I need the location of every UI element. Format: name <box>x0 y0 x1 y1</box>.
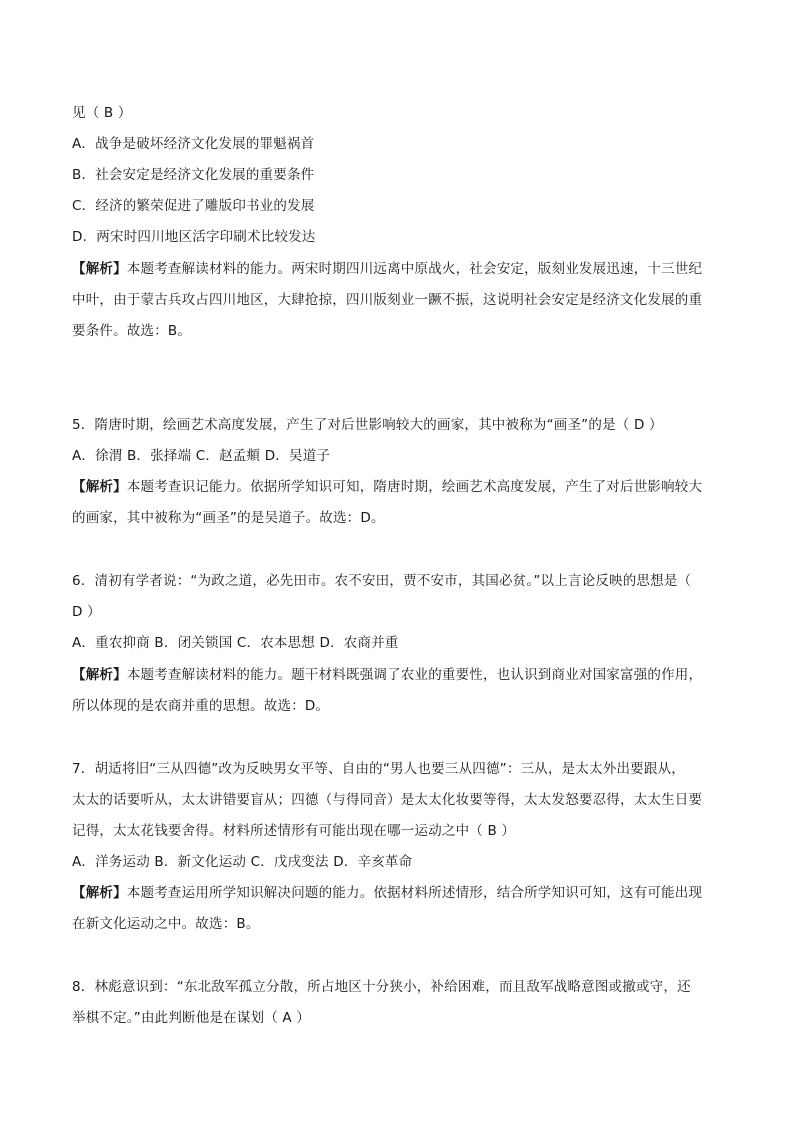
q7-stem-line-2: 太太的话要听从，太太讲错要盲从；四德（与得同音）是太太化妆要等得，太太发怒要忍得，太太生日要 <box>72 792 703 808</box>
q4-analysis-tag: 【解析】 <box>72 261 127 277</box>
q5-analysis-line-1 <box>72 478 702 496</box>
q4-option-a: A．战争是破坏经济文化发展的罪魁祸首 <box>72 136 315 152</box>
q7-stem-line-1: 7．胡适将旧“三从四德”改为反映男女平等、自由的“男人也要三从四德”：三从，是太太外出要跟从， <box>72 761 685 777</box>
q4-option-b: B．社会安定是经济文化发展的重要条件 <box>72 167 315 183</box>
q5-analysis-text-1: 本题考查识记能力。依据所学知识可知，隋唐时期，绘画艺术高度发展，产生了对后世影响较大 <box>126 479 703 495</box>
q7-analysis-text-1: 本题考查运用所学知识解决问题的能力。依据材料所述情形，结合所学知识可知，这有可能出现 <box>126 885 703 901</box>
q4-option-c: C．经济的繁荣促进了雕版印书业的发展 <box>72 198 315 214</box>
q6-analysis-text-1: 本题考查解读材料的能力。题干材料既强调了农业的重要性，也认识到商业对国家富强的作用， <box>126 667 703 683</box>
q7-stem-line-3: 记得，太太花钱要舍得。材料所述情形有可能出现在哪一运动之中（ B ） <box>72 823 516 839</box>
q4-stem-tail: 见（ B ） <box>72 105 132 121</box>
q5-analysis-tag: 【解析】 <box>72 479 127 495</box>
q4-option-d: D．两宋时四川地区活字印刷术比较发达 <box>72 229 316 245</box>
q5-options: A．徐渭 B．张择端 C．赵孟頫 D．吴道子 <box>72 448 331 464</box>
q6-stem-line-1: 6．清初有学者说：“为政之道，必先田市。农不安田，贾不安市，其国必贫。”以上言论反映的思想是（ <box>72 573 692 589</box>
q6-analysis-tag: 【解析】 <box>72 667 127 683</box>
q6-stem-line-2: D ） <box>72 604 101 620</box>
q8-stem-line-2: 举棋不定。”由此判断他是在谋划（ A ） <box>72 1010 311 1026</box>
q6-options: A．重农抑商 B．闭关锁国 C．农本思想 D．农商并重 <box>72 635 399 651</box>
q7-options: A．洋务运动 B．新文化运动 C．戊戌变法 D．辛亥革命 <box>72 854 413 870</box>
q6-analysis-line-2: 所以体现的是农商并重的思想。故选：D。 <box>72 698 330 714</box>
q7-analysis-tag: 【解析】 <box>72 885 127 901</box>
q4-analysis-line-1 <box>72 260 702 278</box>
q5-stem: 5．隋唐时期，绘画艺术高度发展，产生了对后世影响较大的画家，其中被称为“画圣”的是（ D ） <box>72 417 663 433</box>
q5-analysis-line-2: 的画家，其中被称为“画圣”的是吴道子。故选：D。 <box>72 510 385 526</box>
q4-analysis-line-2: 中叶，由于蒙古兵攻占四川地区，大肆抢掠，四川版刻业一蹶不振，这说明社会安定是经济文化发展的重 <box>72 292 703 308</box>
q4-analysis-line-3: 要条件。故选：B。 <box>72 323 192 339</box>
q4-analysis-text-1: 本题考查解读材料的能力。两宋时期四川远离中原战火，社会安定，版刻业发展迅速，十三世纪 <box>126 261 703 277</box>
q8-stem-line-1: 8．林彪意识到：“东北敌军孤立分散，所占地区十分狭小，补给困难，而且敌军战略意图或撤或守，还 <box>72 979 691 995</box>
q7-analysis-line-2: 在新文化运动之中。故选：B。 <box>72 916 260 932</box>
q7-analysis-line-1 <box>72 884 702 902</box>
q6-analysis-line-1 <box>72 666 702 684</box>
